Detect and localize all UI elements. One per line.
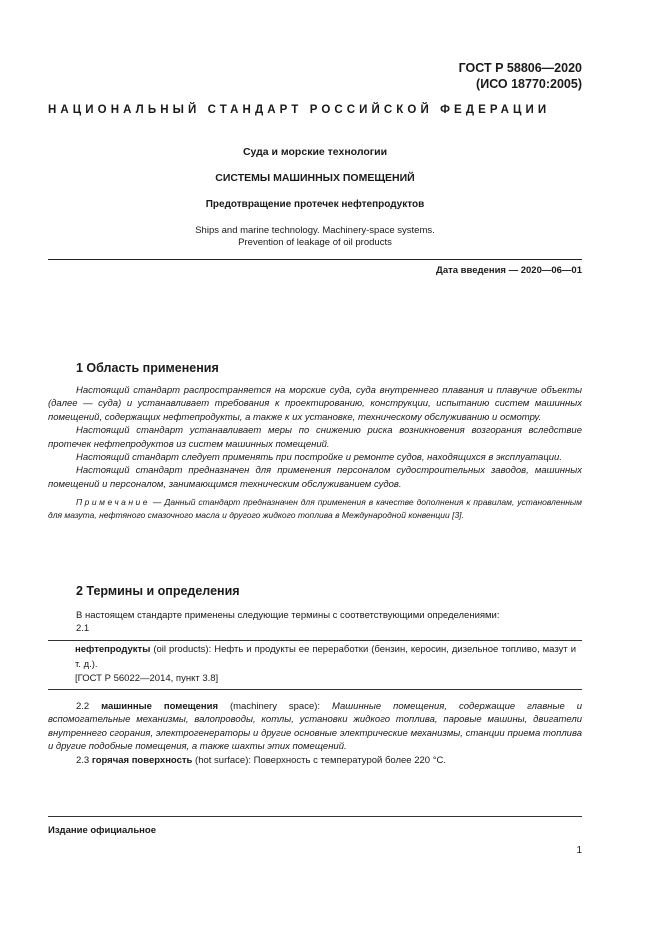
- term-2-2-definition: Машинные помещения, содержащие главные и вспомогательные механизмы, валопроводы, котлы, установки жидкого топлива, паровые машины, двигатели внутреннего сгорания, электрогенераторы и другие основные электрические механизмы, станции приема топлива и другие подобные помещения, а также шахты этих помещений.: [48, 701, 582, 753]
- section-1-paragraph-3: Настоящий стандарт следует применять при постройке и ремонте судов, находящихся в эксплуатации.: [76, 452, 562, 464]
- term-2-2-english: (machinery space):: [218, 701, 332, 712]
- section-2-intro: В настоящем стандарте применены следующие термины с соответствующими определениями:: [76, 610, 500, 621]
- title-main: СИСТЕМЫ МАШИННЫХ ПОМЕЩЕНИЙ: [215, 172, 415, 184]
- term-2-1-text: (oil products): Нефть и продукты ее переработки (бензин, керосин, дизельное топливо, мазут и т. д.).: [75, 644, 576, 670]
- term-2-3-definition: (hot surface): Поверхность с температурой более 220 °С.: [192, 754, 447, 766]
- title-english-line-1: Ships and marine technology. Machinery-space systems.: [195, 225, 435, 236]
- introduction-date: Дата введения — 2020—06—01: [436, 265, 582, 276]
- section-2-terms: [48, 700, 582, 767]
- national-standard-banner: НАЦИОНАЛЬНЫЙ СТАНДАРТ РОССИЙСКОЙ ФЕДЕРАЦИИ: [48, 104, 551, 116]
- section-1-title: 1 Область применения: [76, 361, 219, 375]
- section-1-paragraph-1: Настоящий стандарт распространяется на морские суда, суда внутреннего плавания и плавучие объекты (далее — суда) и устанавливает требования к проектированию, конструкции, испытанию систем машинных помещений, содержащих нефтепродукты, а также к их установке, техническому обслуживанию и осмотру.: [48, 385, 582, 423]
- term-2-3-term: горячая поверхность: [91, 754, 193, 766]
- term-2-1-reference: [ГОСТ Р 56022—2014, пункт 3.8]: [75, 673, 219, 684]
- section-1-note: [48, 496, 582, 521]
- term-2-1-number: 2.1: [76, 623, 90, 635]
- note-text: — Данный стандарт предназначен для применения в качестве дополнения к правилам, установленным для мазута, нефтяного смазочного масла и другого жидкого топлива в Международной конвенции [3].: [48, 497, 582, 520]
- footer-divider: [48, 816, 582, 817]
- term-2-1-term: нефтепродукты: [75, 644, 151, 655]
- title-sub: Предотвращение протечек нефтепродуктов: [205, 199, 425, 210]
- section-1-body: [48, 384, 582, 521]
- title-divider: [48, 259, 582, 260]
- page-number: 1: [576, 845, 582, 856]
- note-label: Примечание: [76, 497, 150, 508]
- standard-code: ГОСТ Р 58806—2020: [458, 61, 582, 75]
- term-2-1-definition: [75, 643, 576, 672]
- section-2-intro-block: [48, 609, 582, 636]
- section-1-heading: [76, 361, 219, 375]
- section-1-paragraph-2: Настоящий стандарт устанавливает меры по снижению риска возникновения возгорания вследствие протечек нефтепродуктов из систем машинных помещений.: [48, 425, 582, 450]
- section-2-heading: [76, 584, 240, 598]
- term-2-2: [48, 700, 582, 754]
- section-2-title: 2 Термины и определения: [76, 584, 240, 598]
- standard-code-block: [459, 60, 582, 92]
- official-edition-label: Издание официальное: [48, 825, 156, 836]
- title-english-line-2: Prevention of leakage of oil products: [238, 237, 392, 248]
- term-2-1-box: [48, 640, 582, 690]
- term-2-3-number: 2.3: [76, 754, 92, 766]
- section-1-paragraph-4: Настоящий стандарт предназначен для применения персоналом судостроительных заводов, машинных помещений и персоналом, занимающимся техническим обслуживанием судов.: [48, 465, 582, 490]
- term-2-2-number: 2.2: [76, 701, 102, 712]
- iso-code: (ИСО 18770:2005): [476, 77, 582, 91]
- title-english: [48, 225, 582, 249]
- title-category: Суда и морские технологии: [242, 146, 388, 158]
- term-2-3: [48, 754, 582, 767]
- term-2-2-term: машинные помещения: [101, 701, 219, 712]
